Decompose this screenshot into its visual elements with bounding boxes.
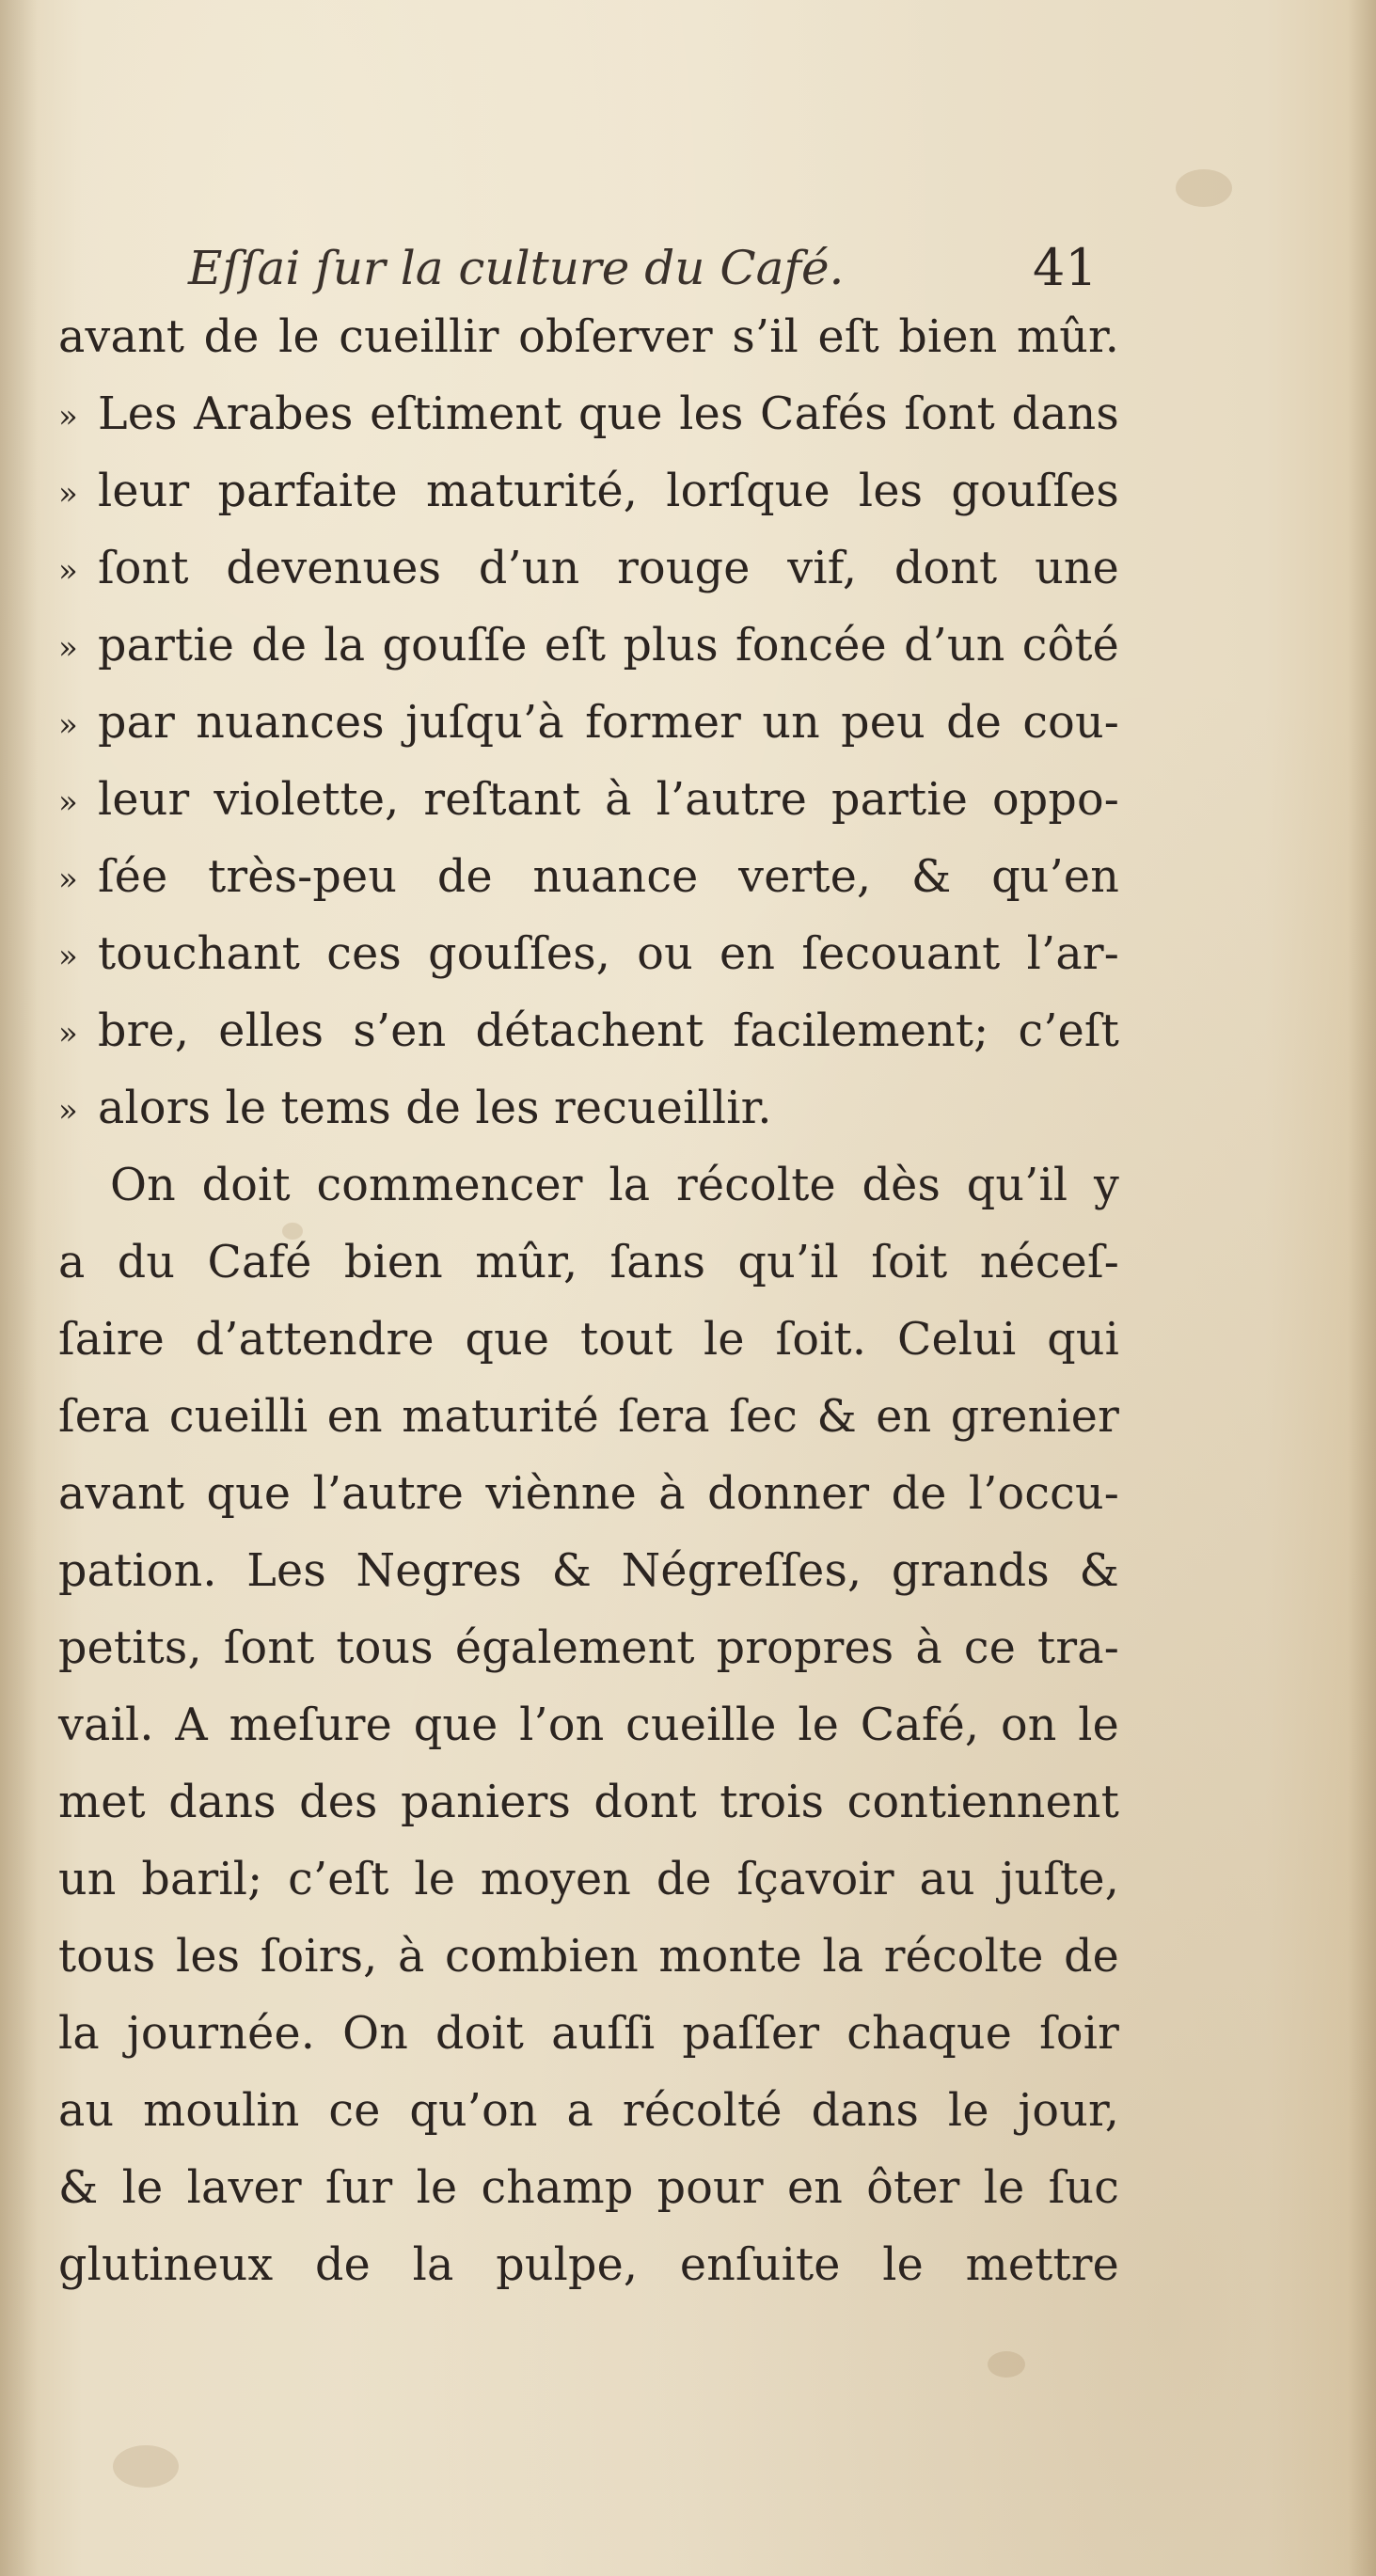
page-edge-shadow bbox=[1348, 0, 1376, 2576]
line-text: la journée. On doit auſſi paſſer chaque ſoir bbox=[58, 2008, 1119, 2060]
line-text: & le laver ſur le champ pour en ôter le ſuc bbox=[58, 2162, 1119, 2214]
quote-mark: » bbox=[58, 475, 79, 513]
quote-mark: » bbox=[58, 552, 79, 590]
text-line bbox=[58, 1610, 1119, 1687]
text-line bbox=[58, 1533, 1119, 1610]
quote-mark: » bbox=[58, 629, 79, 667]
line-text: avant de le cueillir obſerver s’il eſt bien mûr. bbox=[58, 311, 1119, 363]
page-header bbox=[0, 230, 1376, 306]
text-line bbox=[58, 762, 1119, 839]
line-text: tous les ſoirs, à combien monte la récolte de bbox=[58, 1931, 1119, 1983]
quote-mark: » bbox=[58, 1092, 79, 1130]
text-line bbox=[58, 2073, 1119, 2150]
text-line bbox=[58, 993, 1119, 1070]
line-text: ſont devenues d’un rouge vif, dont une bbox=[98, 543, 1119, 594]
text-line bbox=[58, 685, 1119, 762]
line-text: au moulin ce qu’on a récolté dans le jour, bbox=[58, 2085, 1119, 2137]
quote-mark: » bbox=[58, 706, 79, 744]
line-text: alors le tems de les recueillir. bbox=[98, 1083, 772, 1134]
text-line bbox=[58, 1456, 1119, 1533]
text-line bbox=[58, 1996, 1119, 2073]
line-text: pation. Les Negres & Négreſſes, grands & bbox=[58, 1545, 1119, 1597]
text-line bbox=[58, 530, 1119, 608]
text-line bbox=[58, 916, 1119, 993]
line-text: glutineux de la pulpe, enſuite le mettre bbox=[58, 2239, 1119, 2291]
text-line bbox=[58, 608, 1119, 685]
line-text: un baril; c’eſt le moyen de ſçavoir au juſte, bbox=[58, 1854, 1119, 1905]
text-line bbox=[58, 453, 1119, 530]
paper-stain bbox=[1176, 169, 1232, 207]
text-line bbox=[58, 376, 1119, 453]
paragraph-first-line bbox=[58, 1147, 1119, 1225]
page-gutter-shadow bbox=[0, 0, 38, 2576]
line-text: leur parfaite maturité, lorſque les gouſſes bbox=[98, 466, 1119, 517]
line-text: avant que l’autre viènne à donner de l’occu- bbox=[58, 1468, 1119, 1520]
quote-mark: » bbox=[58, 938, 79, 975]
line-text: ſera cueilli en maturité ſera ſec & en grenier bbox=[58, 1391, 1119, 1443]
line-text: par nuances juſqu’à former un peu de cou- bbox=[98, 697, 1119, 749]
running-title: Eſſai ſur la culture du Café. bbox=[188, 241, 845, 295]
line-text: On doit commencer la récolte dès qu’il y bbox=[110, 1160, 1119, 1211]
text-line bbox=[58, 2227, 1119, 2304]
page-number: 41 bbox=[1033, 238, 1098, 297]
text-line bbox=[58, 1764, 1119, 1841]
text-line bbox=[58, 1070, 1119, 1147]
line-text: touchant ces gouſſes, ou en ſecouant l’ar- bbox=[98, 928, 1119, 980]
body-text bbox=[58, 299, 1119, 2304]
text-line bbox=[58, 299, 1119, 376]
line-text: partie de la gouſſe eſt plus foncée d’un côté bbox=[98, 620, 1119, 672]
line-text: ſée très-peu de nuance verte, & qu’en bbox=[98, 851, 1119, 903]
text-line bbox=[58, 1225, 1119, 1302]
text-line bbox=[58, 1302, 1119, 1379]
quote-mark: » bbox=[58, 1015, 79, 1052]
line-text: leur violette, reſtant à l’autre partie oppo- bbox=[98, 774, 1119, 826]
line-text: a du Café bien mûr, ſans qu’il ſoit néceſ- bbox=[58, 1237, 1119, 1288]
line-text: vail. A meſure que l’on cueille le Café, on le bbox=[58, 1699, 1119, 1751]
quote-mark: » bbox=[58, 861, 79, 898]
quote-mark: » bbox=[58, 783, 79, 821]
text-line bbox=[58, 1841, 1119, 1919]
line-text: petits, ſont tous également propres à ce tra- bbox=[58, 1622, 1119, 1674]
quote-mark: » bbox=[58, 398, 79, 435]
line-text: ſaire d’attendre que tout le ſoit. Celui qui bbox=[58, 1314, 1119, 1366]
text-line bbox=[58, 1687, 1119, 1764]
text-line bbox=[58, 1919, 1119, 1996]
text-line bbox=[58, 2150, 1119, 2227]
line-text: bre, elles s’en détachent facilement; c’eſt bbox=[98, 1005, 1119, 1057]
line-text: met dans des paniers dont trois contiennent bbox=[58, 1777, 1119, 1828]
paper-stain bbox=[113, 2445, 179, 2488]
text-line bbox=[58, 839, 1119, 916]
line-text: Les Arabes eſtiment que les Cafés ſont dans bbox=[98, 388, 1119, 440]
paper-stain bbox=[988, 2351, 1025, 2378]
text-line bbox=[58, 1379, 1119, 1456]
